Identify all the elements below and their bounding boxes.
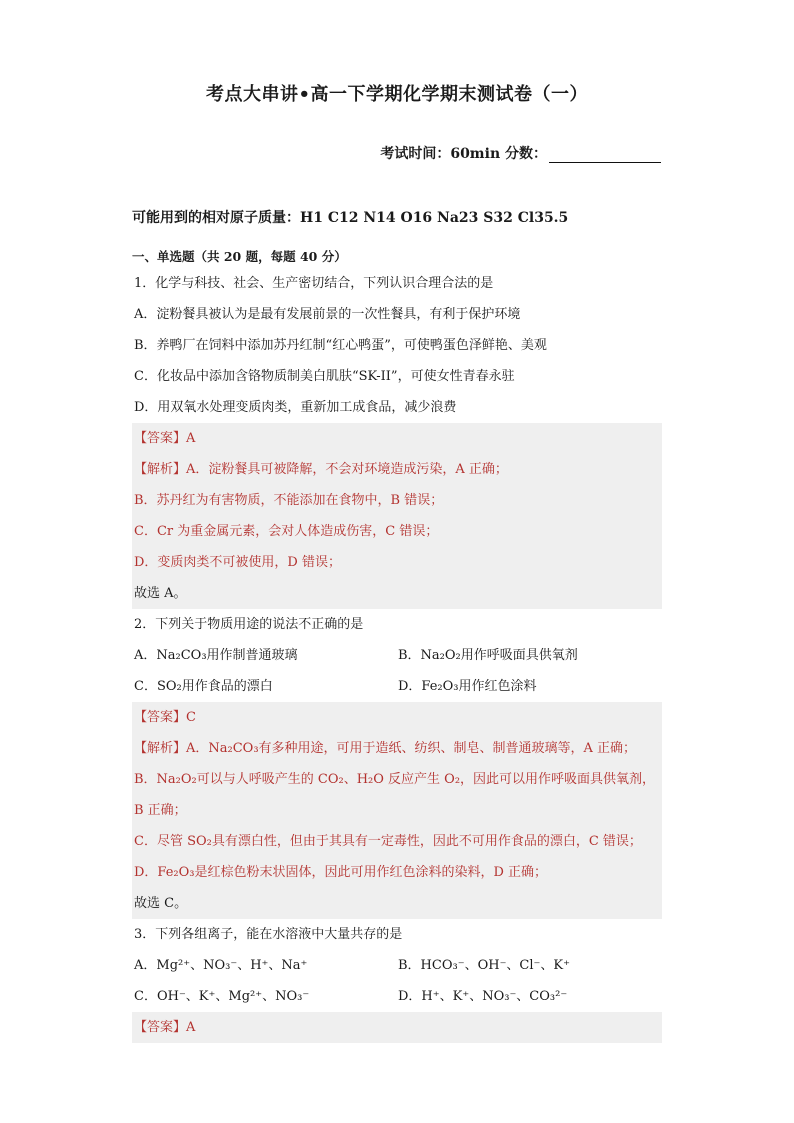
question-stem: 3．下列各组离子，能在水溶液中大量共存的是: [134, 927, 403, 942]
question-stem: 1．化学与科技、社会、生产密切结合，下列认识合理合法的是: [134, 276, 494, 291]
answer: 【答案】A: [134, 1020, 196, 1035]
analysis-line: D．Fe₂O₃是红棕色粉末状固体，因此可用作红色涂料的染料，D 正确；: [134, 865, 548, 880]
question-3: [132, 919, 662, 1012]
atomic-masses: 可能用到的相对原子质量：H1 C12 N14 O16 Na23 S32 Cl35.5: [132, 210, 569, 226]
options-row: [132, 981, 662, 1012]
option-d: D．Fe₂O₃用作红色涂料: [398, 679, 537, 694]
analysis-line: 【解析】A．Na₂CO₃有多种用途，可用于造纸、纺织、制皂、制普通玻璃等，A 正确；: [134, 741, 637, 756]
answer-block-2: [132, 702, 662, 919]
option-d: D．用双氧水处理变质肉类，重新加工成食品，减少浪费: [134, 400, 457, 415]
answer-block-1: [132, 423, 662, 609]
analysis-line: B 正确；: [134, 803, 187, 818]
options-row: [132, 640, 662, 671]
section-heading: 一、单选题（共 20 题，每题 40 分）: [132, 249, 347, 264]
conclusion: 故选 A。: [134, 586, 187, 601]
option-b: B．HCO₃⁻、OH⁻、Cl⁻、K⁺: [398, 958, 570, 973]
analysis-line: B．Na₂O₂可以与人呼吸产生的 CO₂、H₂O 反应产生 O₂，因此可以用作呼吸面具供氧剂，: [134, 772, 656, 787]
option-a: A．Na₂CO₃用作制普通玻璃: [134, 648, 298, 663]
option-a: A．淀粉餐具被认为是最有发展前景的一次性餐具，有利于保护环境: [134, 307, 521, 322]
option-c: C．OH⁻、K⁺、Mg²⁺、NO₃⁻: [134, 989, 310, 1004]
option-c: C．SO₂用作食品的漂白: [134, 679, 273, 694]
option-b: B．养鸭厂在饲料中添加苏丹红制“红心鸭蛋”，可使鸭蛋色泽鲜艳、美观: [134, 338, 547, 353]
score-blank: [549, 148, 661, 163]
options-row: [132, 950, 662, 981]
answer: 【答案】A: [134, 431, 196, 446]
analysis-line: D．变质肉类不可被使用，D 错误；: [134, 555, 341, 570]
analysis-line: C．Cr 为重金属元素，会对人体造成伤害，C 错误；: [134, 524, 439, 539]
conclusion: 故选 C。: [134, 896, 188, 911]
answer: 【答案】C: [134, 710, 196, 725]
question-2: [132, 609, 662, 702]
analysis-line: B．苏丹红为有害物质，不能添加在食物中，B 错误；: [134, 493, 444, 508]
options-row: [132, 671, 662, 702]
answer-block-3: [132, 1012, 662, 1043]
question-1: [132, 268, 662, 423]
analysis-line: 【解析】A．淀粉餐具可被降解，不会对环境造成污染，A 正确；: [134, 462, 508, 477]
question-list: [132, 246, 662, 1043]
analysis-line: C．尽管 SO₂具有漂白性，但由于其具有一定毒性，因此不可用作食品的漂白，C 错误；: [134, 834, 642, 849]
option-c: C．化妆品中添加含铬物质制美白肌肤“SK-II”，可使女性青春永驻: [134, 369, 515, 384]
exam-info: [380, 143, 661, 163]
option-d: D．H⁺、K⁺、NO₃⁻、CO₃²⁻: [398, 989, 568, 1004]
exam-time-score-label: 考试时间：60min 分数：: [380, 146, 547, 162]
option-a: A．Mg²⁺、NO₃⁻、H⁺、Na⁺: [134, 958, 308, 973]
page-title: 考点大串讲•高一下学期化学期末测试卷（一）: [205, 84, 588, 105]
option-b: B．Na₂O₂用作呼吸面具供氧剂: [398, 648, 578, 663]
question-stem: 2．下列关于物质用途的说法不正确的是: [134, 617, 364, 632]
